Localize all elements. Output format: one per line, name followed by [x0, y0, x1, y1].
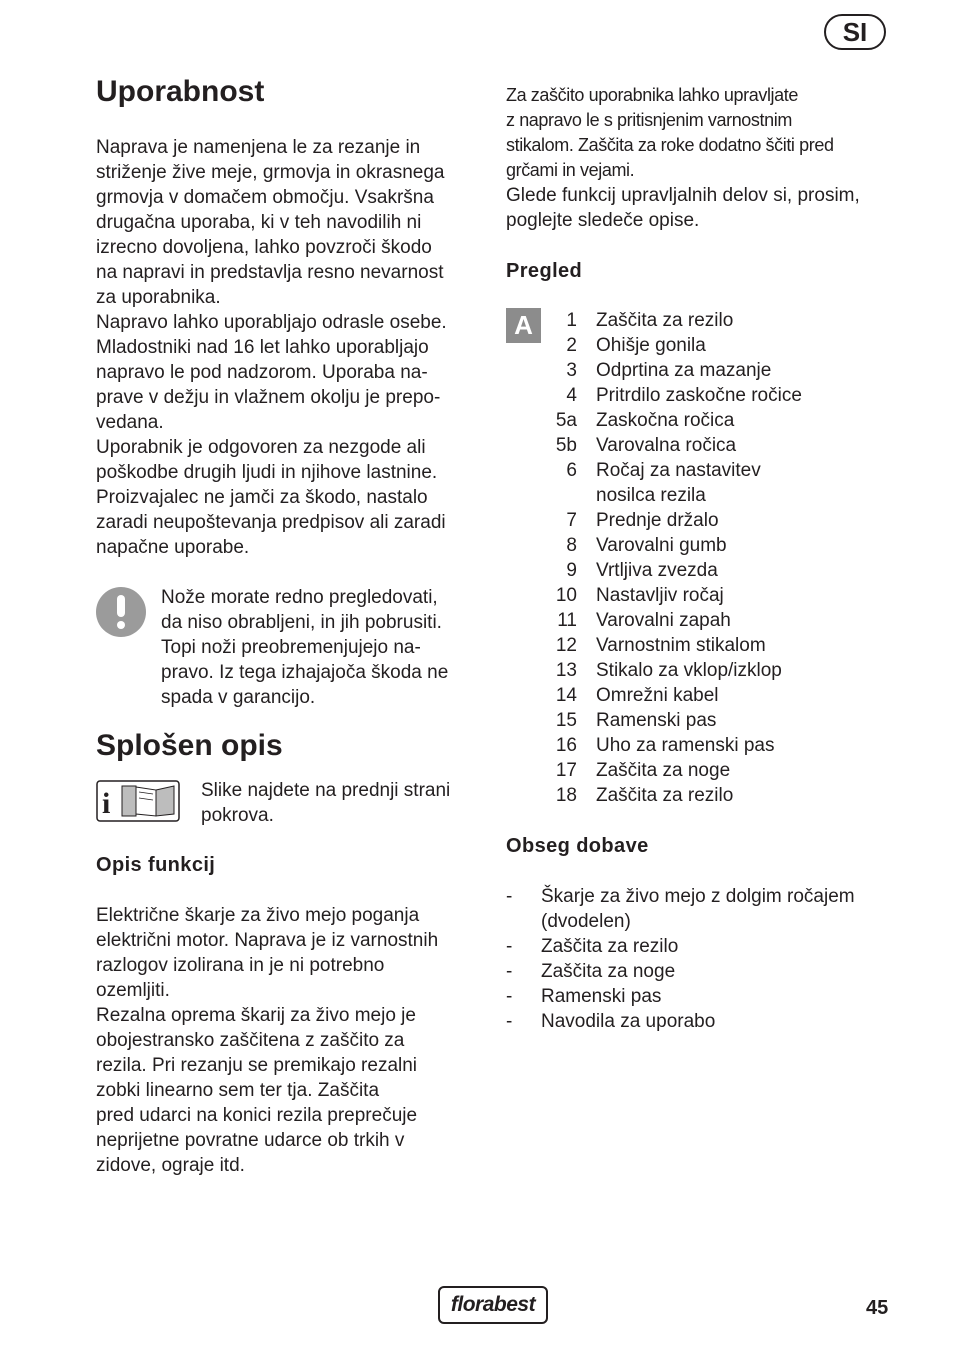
- left-column: [96, 74, 480, 1178]
- list-item: 12 Varnostnim stikalom: [555, 635, 766, 656]
- text-line: obojestransko zaščitena z zaščito za: [96, 1030, 405, 1051]
- text-line: Rezalna oprema škarij za živo mejo je: [96, 1005, 416, 1026]
- text-line: poglejte sledeče opise.: [506, 210, 700, 231]
- text-line: napravo le pod nadzorom. Uporaba na-: [96, 362, 428, 383]
- list-item: 1 Zaščita za rezilo: [566, 310, 734, 331]
- text-line: na napravi in predstavlja resno nevarnost: [96, 262, 444, 283]
- text-line: napačne uporabe.: [96, 537, 250, 558]
- text-line: Električne škarje za živo mejo poganja: [96, 905, 420, 926]
- list-item: 10 Nastavljiv ročaj: [555, 585, 724, 606]
- section-title-opis-funkcij: Opis funkcij: [96, 854, 216, 876]
- info-note: [96, 778, 480, 828]
- list-item: 2 Ohišje gonila: [566, 335, 706, 356]
- warning-line: spada v garancijo.: [161, 687, 316, 708]
- warning-line: Topi noži preobremenjujejo na-: [161, 637, 421, 658]
- warning-line: Nože morate redno pregledovati,: [161, 587, 438, 608]
- info-line: pokrova.: [201, 805, 274, 826]
- text-line: z napravo le s pritisnjenim varnostnim: [506, 110, 792, 130]
- text-line: razlogov izolirana in je ni potrebno: [96, 955, 385, 976]
- right-column: [506, 83, 896, 1034]
- text-line: vedana.: [96, 412, 164, 433]
- info-line: Slike najdete na prednji strani: [201, 780, 451, 801]
- warning-line: pravo. Iz tega izhajajoča škoda ne: [161, 662, 449, 683]
- text-line: poškodbe drugih ljudi in njihove lastnine.: [96, 462, 438, 483]
- list-item: 18 Zaščita za rezilo: [555, 785, 734, 806]
- section-title-pregled: Pregled: [506, 260, 583, 282]
- text-line: za uporabnika.: [96, 287, 221, 308]
- text-line: grčami in vejami.: [506, 160, 635, 180]
- text-line: Naprava je namenjena le za rezanje in: [96, 137, 421, 158]
- list-item: - Zaščita za rezilo: [506, 936, 679, 957]
- text-line: pred udarci na konici rezila preprečuje: [96, 1105, 418, 1126]
- list-item: - Ramenski pas: [506, 986, 662, 1007]
- text-line: izrecno dovoljena, lahko povzroči škodo: [96, 237, 432, 258]
- list-item: - Zaščita za noge: [506, 961, 676, 982]
- text-line: Glede funkcij upravljalnih delov si, prosim,: [506, 185, 860, 206]
- list-item: 5a Zaskočna ročica: [555, 410, 735, 431]
- list-item: 6 Ročaj za nastavitev: [566, 460, 761, 481]
- text-line: Napravo lahko uporabljajo odrasle osebe.: [96, 312, 447, 333]
- text-line: rezila. Pri rezanju se premikajo rezalni: [96, 1055, 418, 1076]
- opis-funkcij-text: [96, 903, 480, 1178]
- warning-line: da niso obrabljeni, in jih pobrusiti.: [161, 612, 442, 633]
- florabest-logo: florabest: [438, 1286, 548, 1324]
- list-item: 16 Uho za ramenski pas: [555, 735, 775, 756]
- safety-intro-text: [506, 83, 896, 233]
- parts-overview: [506, 308, 896, 808]
- list-item: 5b Varovalna ročica: [555, 435, 737, 456]
- text-line: Proizvajalec ne jamči za škodo, nastalo: [96, 487, 428, 508]
- list-item: 17 Zaščita za noge: [555, 760, 731, 781]
- uporabnost-text: [96, 135, 480, 560]
- text-line: striženje žive meje, grmovja in okrasnega: [96, 162, 445, 183]
- section-title-splosen-opis: Splošen opis: [96, 729, 283, 762]
- text-line: stikalom. Zaščita za roke dodatno ščiti pred: [506, 135, 834, 155]
- list-item: - Škarje za živo mejo z dolgim ročajem: [506, 886, 855, 907]
- text-line: zidove, ograje itd.: [96, 1155, 245, 1176]
- list-item: (dvodelen): [541, 911, 631, 932]
- parts-list: [506, 308, 802, 808]
- section-title-uporabnost: Uporabnost: [96, 75, 265, 108]
- list-item: 8 Varovalni gumb: [566, 535, 727, 556]
- list-item: 4 Pritrdilo zaskočne ročice: [566, 385, 802, 406]
- exclamation-icon: [96, 587, 146, 637]
- page-number: 45: [866, 1297, 889, 1319]
- text-line: zobki linearno sem ter tja. Zaščita: [96, 1080, 380, 1101]
- list-item: 14 Omrežni kabel: [555, 685, 719, 706]
- figure-a-marker: A: [506, 308, 541, 343]
- text-line: ozemljiti.: [96, 980, 170, 1001]
- svg-text:i: i: [102, 787, 111, 820]
- text-line: zaradi neupoštevanja predpisov ali zaradi: [96, 512, 446, 533]
- text-line: Mladostniki nad 16 let lahko uporabljajo: [96, 337, 429, 358]
- list-item: 15 Ramenski pas: [555, 710, 717, 731]
- section-title-obseg-dobave: Obseg dobave: [506, 835, 649, 857]
- text-line: električni motor. Naprava je iz varnostnih: [96, 930, 439, 951]
- list-item: 3 Odprtina za mazanje: [566, 360, 772, 381]
- info-book-icon: [96, 780, 180, 822]
- text-line: prave v dežju in vlažnem okolju je prepo-: [96, 387, 441, 408]
- text-line: Za zaščito uporabnika lahko upravljate: [506, 85, 798, 105]
- list-item: 7 Prednje držalo: [566, 510, 719, 531]
- list-item: nosilca rezila: [596, 485, 706, 506]
- list-item: 9 Vrtljiva zvezda: [566, 560, 718, 581]
- supply-list: [506, 884, 896, 1034]
- text-line: Uporabnik je odgovoren za nezgode ali: [96, 437, 426, 458]
- list-item: 13 Stikalo za vklop/izklop: [555, 660, 782, 681]
- list-item: - Navodila za uporabo: [506, 1011, 716, 1032]
- language-badge: SI: [824, 14, 886, 50]
- text-line: drugačna uporaba, ki v teh navodilih ni: [96, 212, 422, 233]
- text-line: neprijetne povratne udarce ob trkih v: [96, 1130, 405, 1151]
- text-line: grmovja v domačem območju. Vsakršna: [96, 187, 434, 208]
- list-item: 11 Varovalni zapah: [557, 610, 731, 631]
- warning-note: [96, 585, 480, 710]
